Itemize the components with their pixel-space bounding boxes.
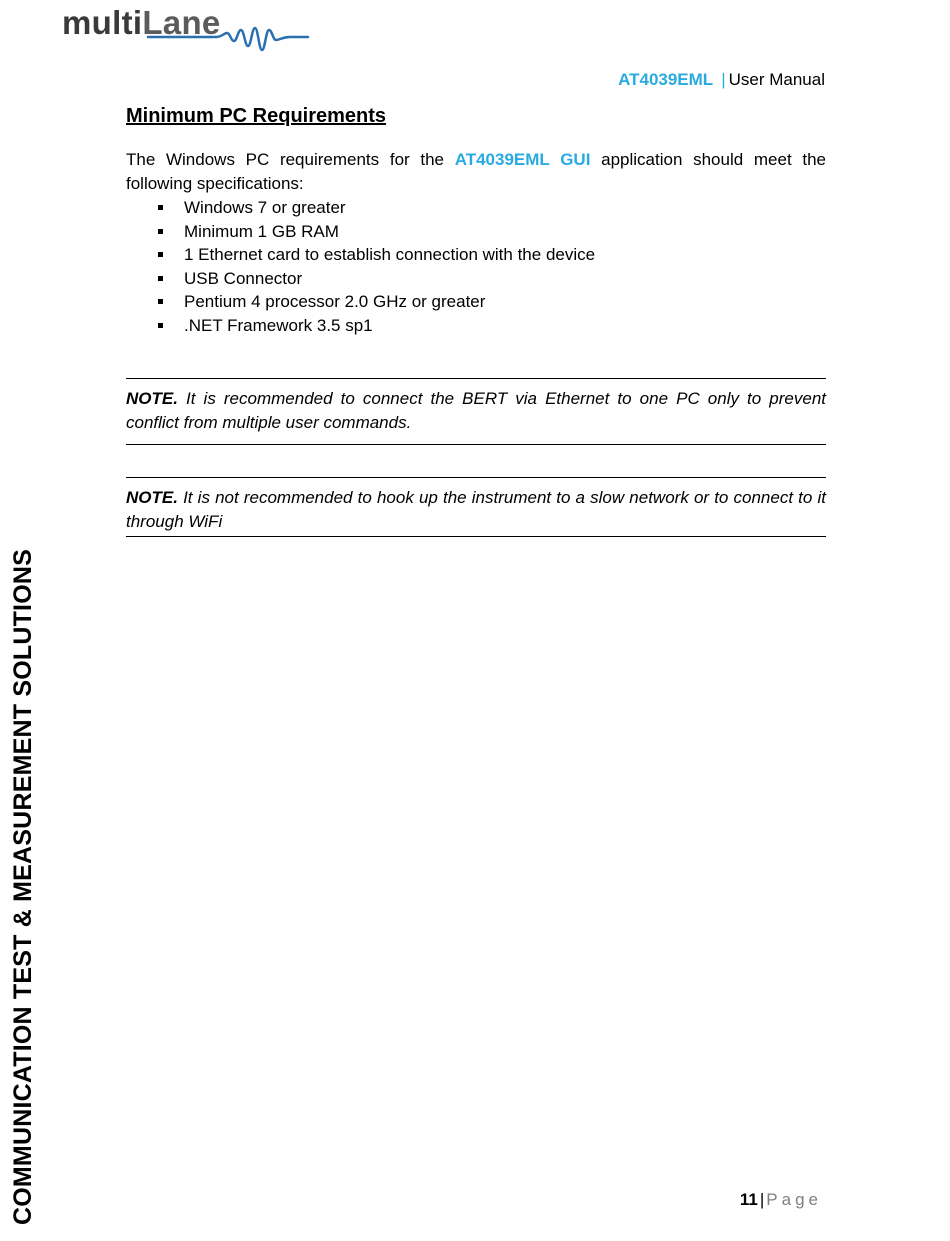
footer-separator: | <box>759 1190 765 1209</box>
note-text: It is not recommended to hook up the instrument to a slow network or to connect to it through WiFi <box>126 487 826 531</box>
main-content <box>126 102 826 537</box>
multilane-logo <box>60 6 310 54</box>
page-footer <box>740 1190 822 1210</box>
section-title: Minimum PC Requirements <box>126 105 387 127</box>
bullet-icon <box>158 299 163 304</box>
requirements-list <box>126 196 826 338</box>
note-text: It is recommended to connect the BERT via Ethernet to one PC only to prevent conflict from multiple user commands. <box>126 388 826 432</box>
list-item: Minimum 1 GB RAM <box>156 220 826 244</box>
list-item: .NET Framework 3.5 sp1 <box>156 314 826 338</box>
bullet-icon <box>158 229 163 234</box>
sidebar-tagline: COMMUNICATION TEST & MEASUREMENT SOLUTIONS <box>9 549 37 1225</box>
header-model: AT4039EML <box>618 70 714 89</box>
page-number: 11 <box>739 1190 758 1209</box>
header-manual-label: User Manual <box>728 70 825 89</box>
bullet-icon <box>158 323 163 328</box>
note-label: NOTE. <box>126 487 178 507</box>
list-item: USB Connector <box>156 267 826 291</box>
note-label: NOTE. <box>126 388 178 408</box>
page-label: Page <box>766 1190 822 1209</box>
note-box-network <box>126 477 826 537</box>
page-header <box>618 70 825 90</box>
bullet-icon <box>158 276 163 281</box>
list-item: Windows 7 or greater <box>156 196 826 220</box>
intro-paragraph: The Windows PC requirements for the AT4039EML GUI application should meet the following specifications: <box>126 150 826 193</box>
list-item: 1 Ethernet card to establish connection with the device <box>156 243 826 267</box>
note-box-ethernet <box>126 378 826 445</box>
list-item: Pentium 4 processor 2.0 GHz or greater <box>156 290 826 314</box>
bullet-icon <box>158 205 163 210</box>
logo-wordmark: multiLane <box>62 4 221 41</box>
intro-highlight: AT4039EML GUI <box>454 150 591 169</box>
bullet-icon <box>158 252 163 257</box>
logo-wave-icon <box>60 6 310 54</box>
header-separator: | <box>721 70 726 89</box>
